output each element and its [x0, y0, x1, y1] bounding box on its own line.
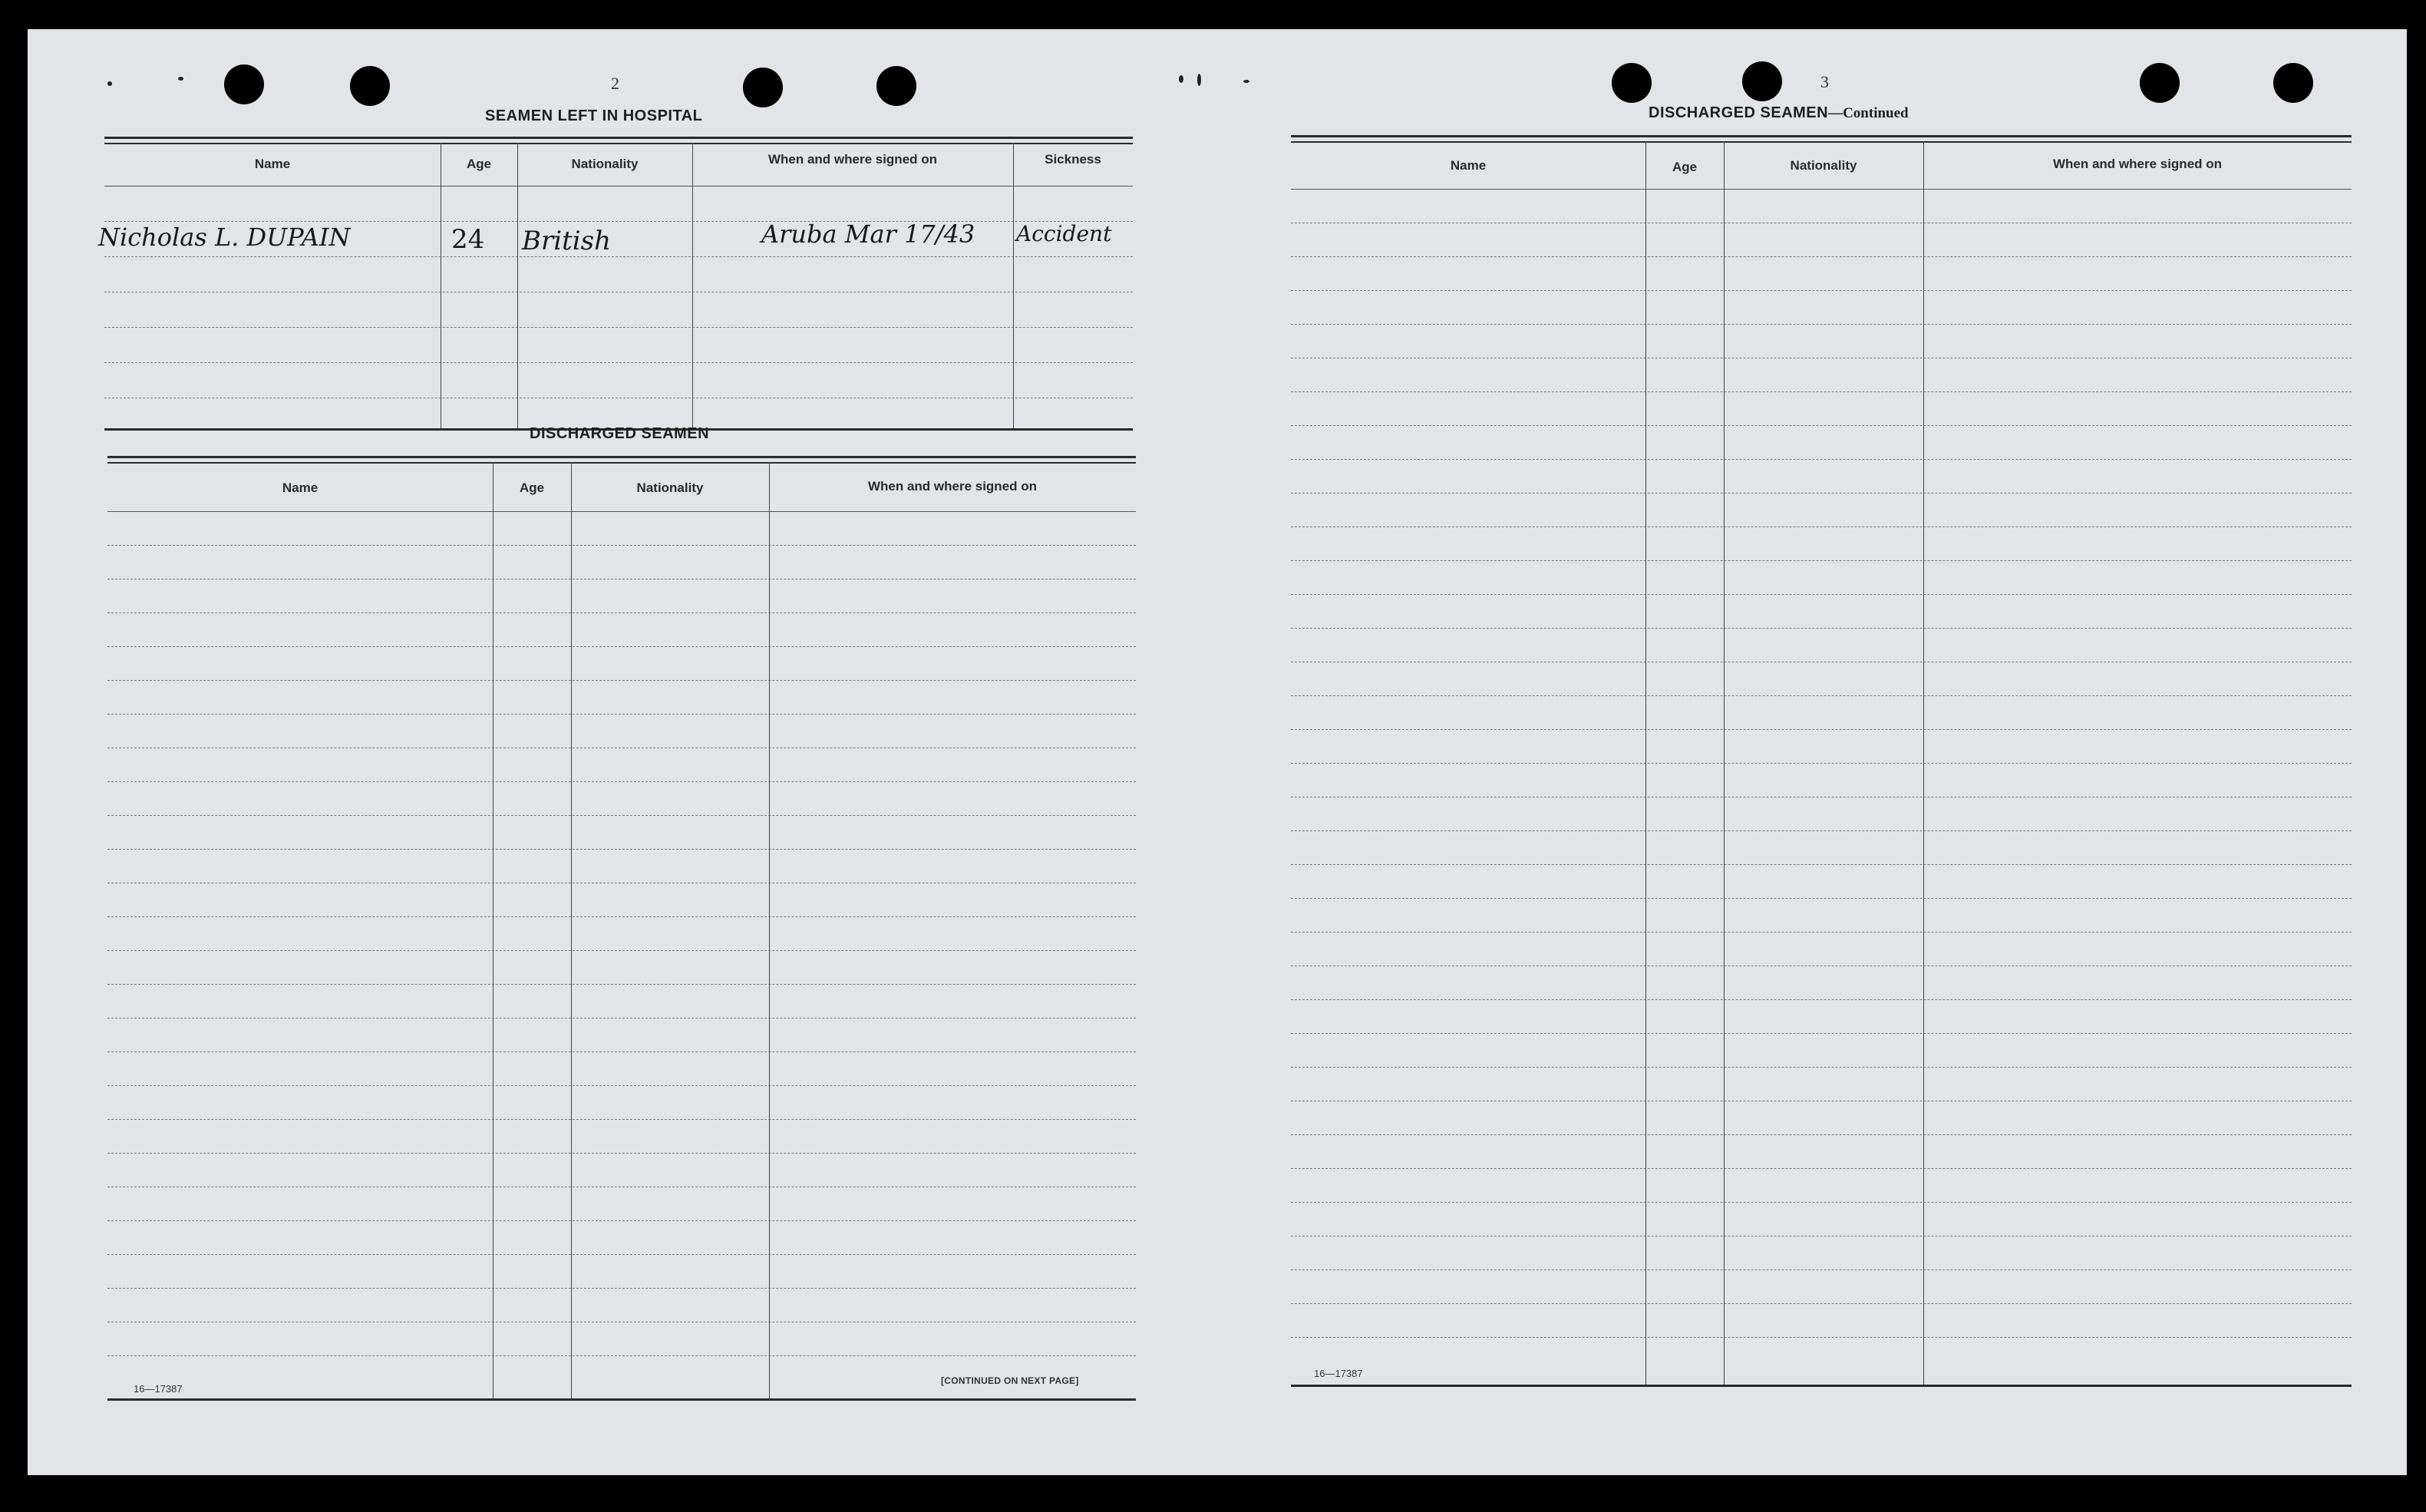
row-line: [107, 1153, 1136, 1154]
entry-sickness: Accident: [1016, 221, 1112, 246]
row-line: [1291, 628, 2352, 629]
discharged-table-right: [1291, 135, 2352, 1394]
form-number-right: 16—17387: [1314, 1368, 1363, 1379]
scanned-document: [28, 29, 2407, 1475]
row-line: [107, 680, 1136, 681]
entry-nationality: British: [522, 226, 611, 256]
row-line: [107, 984, 1136, 985]
column-header-name: Name: [282, 480, 319, 495]
row-line: [1291, 1269, 2352, 1270]
row-line: [1291, 459, 2352, 460]
speck: [107, 81, 112, 86]
discharged-table-left: [107, 456, 1136, 1408]
column-divider: [1923, 141, 1924, 1385]
continued-suffix: —Continued: [1828, 105, 1909, 121]
row-line: [107, 1288, 1136, 1289]
row-line: [107, 646, 1136, 647]
row-line: [107, 849, 1136, 850]
entry-age: 24: [451, 224, 485, 255]
column-divider: [1724, 141, 1725, 1385]
hospital-table: [98, 137, 1133, 441]
rule: [107, 511, 1136, 512]
row-line: [104, 327, 1133, 328]
speck: [178, 77, 183, 81]
punch-hole: [224, 64, 264, 104]
column-divider: [692, 143, 693, 428]
row-line: [1291, 763, 2352, 764]
row-line: [1291, 1202, 2352, 1203]
rule: [1291, 1385, 2352, 1387]
discharged-section-title: DISCHARGED SEAMEN: [530, 425, 710, 442]
row-line: [1291, 493, 2352, 494]
row-line: [104, 362, 1133, 363]
row-line: [1291, 1303, 2352, 1304]
rule: [107, 456, 1136, 458]
column-divider: [1013, 143, 1014, 428]
continued-note: [CONTINUED ON NEXT PAGE]: [941, 1375, 1079, 1386]
column-header-sickness: Sickness: [1045, 152, 1101, 167]
column-header-signed-on: When and where signed on: [767, 152, 938, 167]
row-line: [1291, 425, 2352, 426]
speck: [1243, 80, 1249, 83]
rule: [104, 137, 1133, 139]
row-line: [1291, 864, 2352, 865]
row-line: [107, 916, 1136, 917]
form-number-left: 16—17387: [134, 1383, 183, 1395]
row-line: [107, 1355, 1136, 1356]
rule: [107, 462, 1136, 464]
row-line: [1291, 1067, 2352, 1068]
column-header-name: Name: [254, 157, 291, 171]
column-header-age: Age: [1672, 160, 1698, 174]
row-line: [1291, 1033, 2352, 1034]
punch-hole: [350, 66, 390, 106]
column-header-name: Name: [1450, 158, 1487, 173]
rule: [1291, 189, 2352, 190]
punch-hole: [876, 66, 916, 106]
row-line: [1291, 729, 2352, 730]
row-line: [107, 781, 1136, 782]
row-line: [107, 1119, 1136, 1120]
column-divider: [769, 462, 770, 1398]
rule: [1291, 141, 2352, 143]
row-line: [1291, 1168, 2352, 1169]
column-header-nationality: Nationality: [571, 157, 639, 171]
punch-hole: [2140, 63, 2180, 103]
row-line: [1291, 391, 2352, 392]
speck: [1197, 74, 1201, 86]
punch-hole: [1612, 63, 1652, 103]
row-line: [1291, 1337, 2352, 1338]
row-line: [1291, 256, 2352, 257]
row-line: [1291, 830, 2352, 831]
section-title-text: DISCHARGED SEAMEN: [1649, 104, 1829, 121]
row-line: [107, 1085, 1136, 1086]
row-line: [1291, 898, 2352, 899]
row-line: [1291, 560, 2352, 561]
row-line: [1291, 594, 2352, 595]
row-line: [107, 1220, 1136, 1221]
column-header-nationality: Nationality: [1790, 158, 1857, 173]
rule: [104, 186, 1133, 187]
row-line: [104, 256, 1133, 257]
column-divider: [517, 143, 518, 428]
column-header-age: Age: [466, 157, 492, 171]
row-line: [107, 1254, 1136, 1255]
row-line: [104, 221, 1133, 222]
row-line: [1291, 932, 2352, 933]
row-line: [1291, 1134, 2352, 1135]
column-header-nationality: Nationality: [636, 480, 704, 495]
row-line: [107, 815, 1136, 816]
row-line: [1291, 290, 2352, 291]
page-number-left: 2: [611, 74, 619, 93]
column-divider: [1645, 141, 1646, 1385]
row-line: [107, 1051, 1136, 1052]
page-number-right: 3: [1820, 72, 1829, 91]
speck: [1179, 75, 1183, 83]
column-divider: [571, 462, 572, 1398]
punch-hole: [2273, 63, 2313, 103]
column-header-signed-on: When and where signed on: [2052, 157, 2223, 171]
punch-hole: [1742, 61, 1782, 101]
row-line: [1291, 695, 2352, 696]
row-line: [1291, 324, 2352, 325]
entry-signed-on: Aruba Mar 17/43: [761, 220, 975, 249]
row-line: [1291, 999, 2352, 1000]
row-line: [107, 714, 1136, 715]
discharged-continued-title: [1649, 104, 1909, 122]
rule: [104, 143, 1133, 144]
rule: [1291, 135, 2352, 137]
punch-hole: [743, 68, 783, 107]
column-header-age: Age: [519, 480, 545, 495]
row-line: [107, 950, 1136, 951]
row-line: [107, 545, 1136, 546]
row-line: [107, 612, 1136, 613]
rule: [107, 1398, 1136, 1401]
column-header-signed-on: When and where signed on: [867, 479, 1038, 494]
hospital-section-title: SEAMEN LEFT IN HOSPITAL: [485, 107, 703, 124]
entry-name: Nicholas L. DUPAIN: [98, 223, 351, 252]
